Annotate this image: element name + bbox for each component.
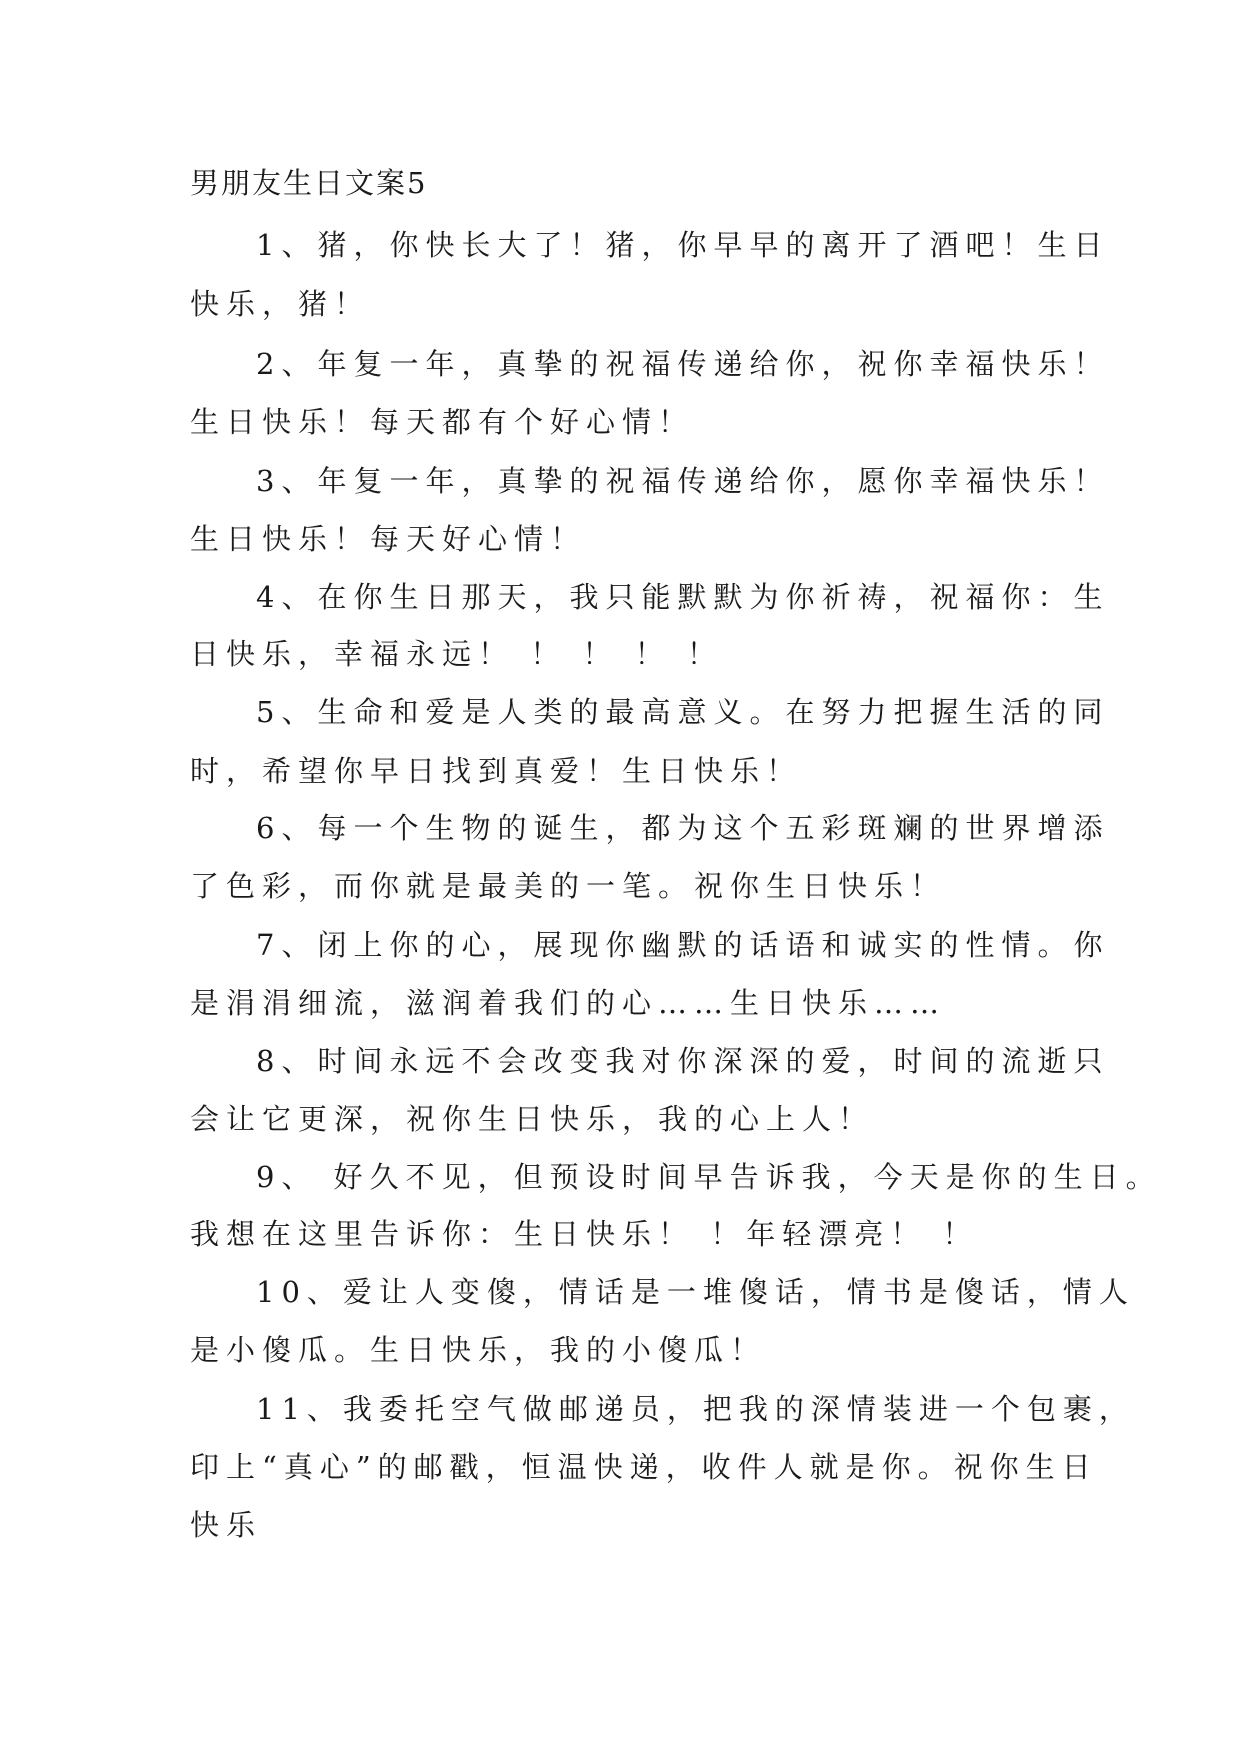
paragraph-4-line-1: 4、在你生日那天，我只能默默为你祈祷，祝福你：生 <box>256 580 1110 614</box>
paragraph-11-line-3: 快乐 <box>190 1508 263 1542</box>
paragraph-8-line-2: 会让它更深，祝你生日快乐，我的心上人！ <box>190 1102 875 1136</box>
paragraph-1-line-1: 1、猪，你快长大了！猪，你早早的离开了酒吧！生日 <box>256 228 1110 262</box>
paragraph-7-line-2: 是涓涓细流，滋润着我们的心……生日快乐…… <box>190 986 947 1020</box>
paragraph-2-line-1: 2、年复一年，真挚的祝福传递给你，祝你幸福快乐！ <box>256 347 1110 381</box>
paragraph-3-line-1: 3、年复一年，真挚的祝福传递给你，愿你幸福快乐！ <box>256 464 1110 498</box>
paragraph-5-line-2: 时，希望你早日找到真爱！生日快乐！ <box>190 754 803 788</box>
paragraph-11-line-1: 11、我委托空气做邮递员，把我的深情装进一个包裹， <box>256 1392 1135 1426</box>
paragraph-10-line-2: 是小傻瓜。生日快乐，我的小傻瓜！ <box>190 1333 767 1367</box>
paragraph-2-line-2: 生日快乐！每天都有个好心情！ <box>190 405 695 439</box>
paragraph-5-line-1: 5、生命和爱是人类的最高意义。在努力把握生活的同 <box>256 695 1110 729</box>
paragraph-10-line-1: 10、爱让人变傻，情话是一堆傻话，情书是傻话，情人 <box>256 1275 1135 1309</box>
paragraph-9-line-1: 9、 好久不见，但预设时间早告诉我，今天是你的生日。 <box>256 1160 1162 1194</box>
paragraph-3-line-2: 生日快乐！每天好心情！ <box>190 522 587 556</box>
paragraph-11-line-2: 印上“真心”的邮戳，恒温快递，收件人就是你。祝你生日 <box>190 1450 1098 1484</box>
paragraph-4-line-2: 日快乐，幸福永远！ ！ ！ ！ ！ <box>190 637 723 671</box>
paragraph-7-line-1: 7、闭上你的心，展现你幽默的话语和诚实的性情。你 <box>256 928 1110 962</box>
paragraph-1-line-2: 快乐，猪！ <box>190 287 371 321</box>
paragraph-6-line-2: 了色彩，而你就是最美的一笔。祝你生日快乐！ <box>190 869 947 903</box>
paragraph-6-line-1: 6、每一个生物的诞生，都为这个五彩斑斓的世界增添 <box>256 811 1110 845</box>
paragraph-8-line-1: 8、时间永远不会改变我对你深深的爱，时间的流逝只 <box>256 1044 1110 1078</box>
document-title: 男朋友生日文案5 <box>190 166 428 200</box>
paragraph-9-line-2: 我想在这里告诉你：生日快乐！ ！年轻漂亮！ ！ <box>190 1217 979 1251</box>
